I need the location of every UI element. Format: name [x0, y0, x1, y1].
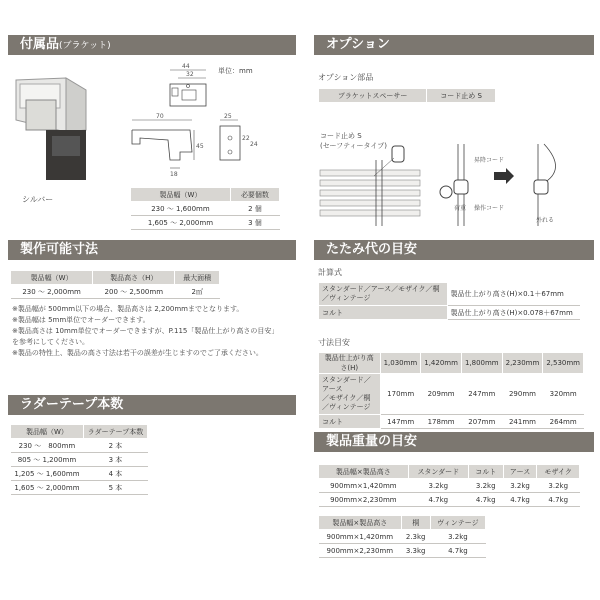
- release-label: 外れる: [536, 217, 555, 224]
- table-cell: 3 個: [230, 216, 279, 230]
- note-line: ※製品幅は 5mm単位でオーダーできます。: [12, 316, 150, 324]
- dim-25: 25: [224, 113, 232, 120]
- options-header: [314, 35, 594, 55]
- formula-value: 製品仕上がり高さ(H)×0.078＋67mm: [447, 306, 580, 320]
- table-cell: 2㎡: [175, 285, 220, 299]
- table-header: モザイク: [537, 465, 580, 479]
- table-cell: 207mm: [461, 415, 502, 429]
- manufacturable-notes: [12, 304, 302, 359]
- table-header: アース: [503, 465, 537, 479]
- table-header: 製品幅（W）: [11, 271, 93, 285]
- table-cell: 320mm: [543, 374, 584, 415]
- table-cell: 5 本: [83, 481, 147, 495]
- dim-70: 70: [156, 113, 164, 120]
- table-cell: 230 〜 800mm: [11, 439, 84, 453]
- lift-cord-label: 昇降コード: [474, 157, 505, 164]
- table-cell: 4.7kg: [408, 493, 468, 507]
- table-cell: 900mm×2,230mm: [319, 493, 409, 507]
- row-label: コルト: [319, 415, 381, 429]
- accessories-title: 付属品: [20, 37, 60, 52]
- table-header: ヴィンテージ: [430, 516, 485, 530]
- table-row: [319, 479, 580, 493]
- table-row: [319, 530, 486, 544]
- unit-label: 単位：mm: [218, 67, 253, 75]
- table-cell: 3.2kg: [468, 479, 503, 493]
- table-row: [131, 202, 280, 216]
- ladder-title: ラダーテープ本数: [20, 397, 124, 412]
- table-header: 最大面積: [175, 271, 220, 285]
- table-row: [319, 493, 580, 507]
- note-line: ※製品幅が 500mm以下の場合、製品高さは 2,200mmまでとなります。: [12, 305, 244, 313]
- cord-stop-label: コード止め S: [320, 132, 362, 140]
- table-header: スタンダード: [408, 465, 468, 479]
- dim-24: 24: [250, 141, 258, 148]
- operation-cord-label: 操作コード: [474, 205, 505, 212]
- table-row: [11, 439, 148, 453]
- table-header: 製品幅（W）: [11, 425, 84, 439]
- table-cell: 1,605 〜 2,000mm: [131, 216, 231, 230]
- table-row: [319, 374, 584, 415]
- options-title: オプション: [326, 37, 390, 52]
- table-cell: 4.7kg: [430, 544, 485, 558]
- table-header: 製品仕上がり高さ(H): [319, 353, 381, 374]
- table-row: [11, 467, 148, 481]
- table-cell: 2 個: [230, 202, 279, 216]
- table-header: 1,030mm: [380, 353, 421, 374]
- manufacturable-title: 製作可能寸法: [20, 242, 99, 257]
- table-cell: 4.7kg: [468, 493, 503, 507]
- note-line: を参考にしてください。: [12, 338, 89, 346]
- table-cell: 3.2kg: [503, 479, 537, 493]
- load-label: 荷重: [454, 205, 467, 212]
- table-cell: 230 〜 2,000mm: [11, 285, 93, 299]
- option-parts-table: [318, 88, 496, 103]
- dim-32: 32: [186, 71, 194, 78]
- table-cell: 4 本: [83, 467, 147, 481]
- table-row: [319, 544, 486, 558]
- table-header: 製品幅×製品高さ: [319, 516, 402, 530]
- table-cell: 3.2kg: [408, 479, 468, 493]
- bracket-count-table: [130, 187, 280, 230]
- size-table: [318, 352, 584, 429]
- formula-value: 製品仕上がり高さ(H)×0.1＋67mm: [447, 283, 580, 306]
- manufacturable-header: [8, 240, 296, 260]
- table-cell: 3.3kg: [401, 544, 430, 558]
- stack-header: [314, 240, 594, 260]
- table-cell: 209mm: [421, 374, 462, 415]
- table-cell: 2.3kg: [401, 530, 430, 544]
- table-row: [319, 283, 581, 306]
- option-part-cord-stop: コード止め S: [427, 89, 496, 103]
- table-cell: 178mm: [421, 415, 462, 429]
- accessories-title-sub: (ブラケット): [59, 41, 111, 51]
- dim-44: 44: [182, 63, 190, 70]
- cord-stop-sub: (セーフティータイプ): [320, 142, 387, 150]
- dim-22: 22: [242, 135, 250, 142]
- note-line: ※製品の特性上、製品の高さ寸法は若干の誤差が生じますのでご了承ください。: [12, 349, 263, 357]
- table-cell: 900mm×1,420mm: [319, 479, 409, 493]
- table-cell: 4.7kg: [537, 493, 580, 507]
- table-header: コルト: [468, 465, 503, 479]
- table-header: 1,420mm: [421, 353, 462, 374]
- bracket-photo: [6, 70, 96, 182]
- bracket-drawing: [120, 60, 280, 180]
- table-cell: 4.7kg: [503, 493, 537, 507]
- table-row: [131, 216, 280, 230]
- formula-table: [318, 282, 580, 320]
- bracket-header-width: 製品幅（W）: [131, 188, 231, 202]
- table-cell: 1,605 〜 2,000mm: [11, 481, 84, 495]
- size-label: 寸法目安: [318, 338, 350, 347]
- table-header: 2,530mm: [543, 353, 584, 374]
- row-label: スタンダード／アース ／モザイク／桐 ／ヴィンテージ: [319, 374, 381, 415]
- table-cell: 264mm: [543, 415, 584, 429]
- table-cell: 3.2kg: [537, 479, 580, 493]
- weight-table-2: [318, 515, 486, 558]
- table-cell: 1,205 〜 1,600mm: [11, 467, 84, 481]
- ladder-header: [8, 395, 296, 415]
- formula-target: スタンダード／アース／モザイク／桐 ／ヴィンテージ: [319, 283, 448, 306]
- table-header: 製品幅×製品高さ: [319, 465, 409, 479]
- weight-header: [314, 432, 594, 452]
- table-header: 2,230mm: [502, 353, 543, 374]
- table-cell: 170mm: [380, 374, 421, 415]
- table-cell: 805 〜 1,200mm: [11, 453, 84, 467]
- table-cell: 290mm: [502, 374, 543, 415]
- table-cell: 241mm: [502, 415, 543, 429]
- table-header: 桐: [401, 516, 430, 530]
- table-cell: 3.2kg: [430, 530, 485, 544]
- color-label: シルバー: [22, 195, 54, 204]
- table-row: [11, 481, 148, 495]
- table-row: [319, 306, 581, 320]
- ladder-table: [10, 424, 148, 495]
- table-cell: 3 本: [83, 453, 147, 467]
- dim-18: 18: [170, 171, 178, 178]
- table-cell: 247mm: [461, 374, 502, 415]
- accessories-header: [8, 35, 296, 55]
- note-line: ※製品高さは 10mm単位でオーダーできますが、P.115「製品仕上がり高さの目安」: [12, 327, 279, 335]
- table-header: 製品高さ（H）: [93, 271, 175, 285]
- weight-table-1: [318, 464, 580, 507]
- table-cell: 900mm×2,230mm: [319, 544, 402, 558]
- cord-stop-illustration: [318, 140, 588, 230]
- table-cell: 900mm×1,420mm: [319, 530, 402, 544]
- stack-title: たたみ代の目安: [326, 242, 418, 257]
- formula-label: 計算式: [318, 268, 342, 277]
- table-header: ラダーテープ本数: [83, 425, 147, 439]
- option-parts-label: オプション部品: [318, 73, 374, 82]
- option-part-spacer: ブラケットスペーサー: [319, 89, 427, 103]
- table-row: [11, 453, 148, 467]
- bracket-header-count: 必要個数: [230, 188, 279, 202]
- table-row: [11, 285, 220, 299]
- table-header: 1,800mm: [461, 353, 502, 374]
- table-cell: 2 本: [83, 439, 147, 453]
- dim-45: 45: [196, 143, 204, 150]
- weight-title: 製品重量の目安: [326, 434, 418, 449]
- formula-target: コルト: [319, 306, 448, 320]
- table-cell: 230 〜 1,600mm: [131, 202, 231, 216]
- table-cell: 200 〜 2,500mm: [93, 285, 175, 299]
- manufacturable-table: [10, 270, 220, 299]
- table-row: [319, 415, 584, 429]
- table-cell: 147mm: [380, 415, 421, 429]
